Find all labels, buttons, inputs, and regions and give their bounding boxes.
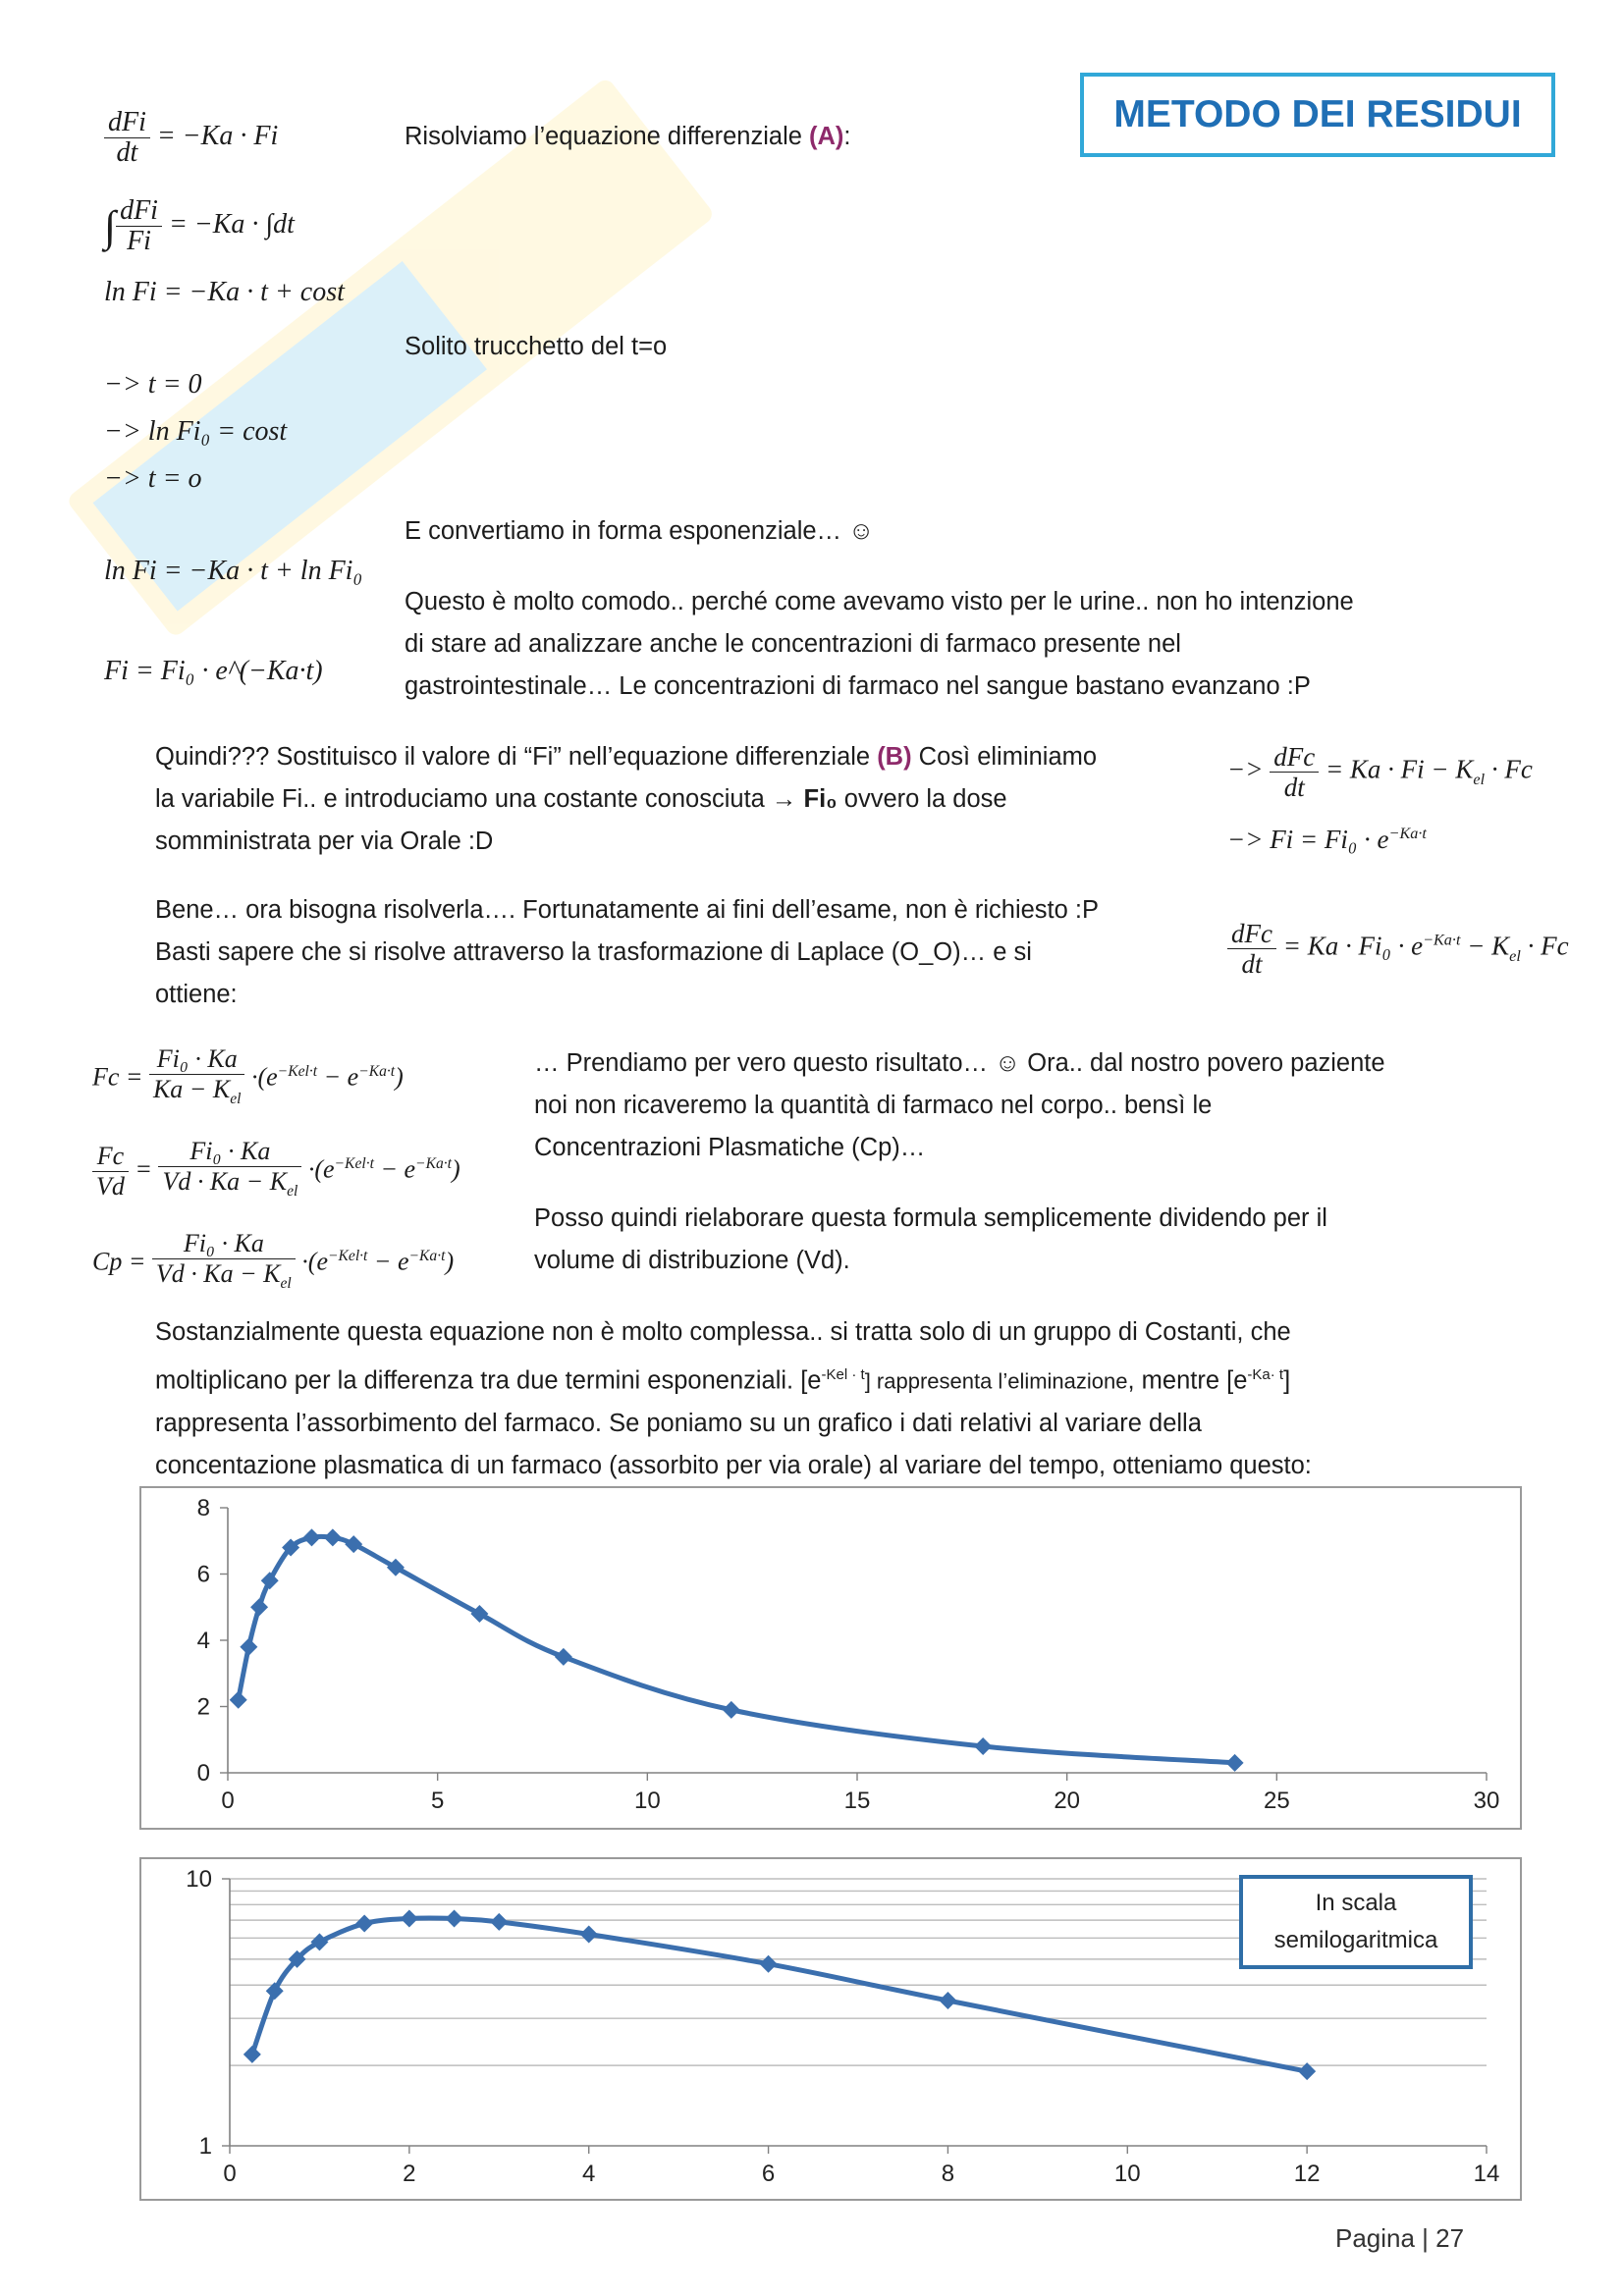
data-point	[939, 1992, 956, 2009]
data-point	[230, 1691, 247, 1709]
x-tick-label: 5	[430, 1788, 445, 1814]
equation-dfc-dt: −> $\frac{\text{dFc}}{dt}$ = $Ka \cdot Fi - K_{el} \cdot Fc$	[1227, 742, 1533, 802]
data-point	[302, 1528, 320, 1546]
data-point	[243, 2046, 261, 2063]
equation-cp: Cp = $\frac{\text{Fi₀ · Ka}}{Vd \cdot Ka - K_{el}}$ $\cdot(e^{-Kel\cdot t} - e^{-Ka\cdot t})$	[92, 1229, 455, 1293]
data-point	[555, 1648, 572, 1666]
data-point	[261, 1572, 279, 1589]
x-tick-label: 8	[941, 2161, 955, 2187]
data-point	[1226, 1754, 1244, 1772]
data-point	[240, 1638, 257, 1656]
x-tick-label: 12	[1293, 2161, 1321, 2187]
equation-integral: ∫ $\frac{\text{dFi}}{Fi}$ = −Ka · ∫dt	[104, 195, 295, 256]
y-tick-label: 1	[198, 2133, 212, 2160]
y-tick-label: 10	[186, 1866, 212, 1893]
paragraph-prendiamo: … Prendiamo per vero questo risultato… ☺ Ora.. dal nostro povero paziente noi non ricaveremo la quantità di farmaco nel corpo.. bensì le Concentrazioni Plasmatiche (Cp)…	[534, 1049, 1385, 1161]
data-point	[446, 1909, 463, 1927]
integral-symbol: ∫	[104, 202, 117, 250]
x-tick-label: 10	[1113, 2161, 1141, 2187]
data-point	[723, 1701, 740, 1719]
data-point	[324, 1528, 342, 1546]
chart-semilog-frame	[139, 1857, 1522, 2201]
x-tick-label: 0	[223, 2161, 237, 2187]
page-title: METODO DEI RESIDUI	[1080, 73, 1555, 157]
y-tick-label: 6	[196, 1561, 210, 1588]
paragraph-comodo: Questo è molto comodo.. perché come avevamo visto per le urine.. non ho intenzione di stare ad analizzare anche le concentrazioni di farmaco presente nel gastrointestinale… Le concentrazioni di farmaco nel sangue bastano evanzano :P	[405, 588, 1354, 700]
x-tick-label: 30	[1473, 1788, 1500, 1814]
chart-linear	[141, 1488, 1520, 1828]
x-tick-label: 14	[1473, 2161, 1500, 2187]
data-point	[345, 1535, 362, 1553]
data-point	[401, 1909, 418, 1927]
y-tick-label: 0	[196, 1760, 210, 1787]
x-tick-label: 10	[633, 1788, 661, 1814]
y-tick-label: 4	[196, 1628, 210, 1654]
page-number: Pagina | 27	[1335, 2223, 1465, 2253]
paragraph-exponential: E convertiamo in forma esponenziale… ☺	[405, 517, 875, 545]
series-line	[239, 1536, 1235, 1763]
x-tick-label: 25	[1263, 1788, 1290, 1814]
data-point	[355, 1915, 373, 1933]
paragraph-solve-a: Risolviamo l’equazione differenziale (A):	[405, 123, 851, 150]
equation-fc-over-vd: $\frac{Fc}{Vd}$ = $\frac{\text{Fi₀ · Ka}}{Vd \cdot Ka - K_{el}}$ $\cdot(e^{-Kel\cdot t} - e^{-Ka\cdot t})$	[92, 1137, 460, 1206]
step-t-zero: −> t = 0	[104, 369, 202, 400]
equation-fc-solution: Fc = $\frac{\text{Fi₀ · Ka}}{Ka - K_{el}}$ $\cdot(e^{-Kel\cdot t} - e^{-Ka\cdot t})$	[92, 1044, 404, 1108]
paragraph-sostanzialmente: Sostanzialmente questa equazione non è molto complessa.. si tratta solo di un gruppo di Costanti, che moltiplicano per la differenza tra due termini esponenziali. $[e^{-Kel \cdot t}]$ rappresenta l’eliminazione, mentre $[e^{-Ka\cdot t}]$ rappresenta l’assorbimento del farmaco. Se poniamo su un grafico i dati relativi al variare della concentazione plasmatica di un farmaco (assorbito per via orale) al variare del tempo, otteniamo questo:	[155, 1318, 1312, 1479]
step-ln-fi0: −> ln Fi₀ = cost	[104, 416, 288, 447]
x-tick-label: 4	[582, 2161, 596, 2187]
data-point	[490, 1913, 508, 1931]
chart-linear-frame	[139, 1486, 1522, 1830]
paragraph-bene: Bene… ora bisogna risolverla…. Fortunatamente ai fini dell’esame, non è richiesto :P Basti sapere che si risolve attraverso la trasformazione di Laplace (O_O)… e si ottiene:	[155, 896, 1099, 1008]
x-tick-label: 6	[761, 2161, 776, 2187]
data-point	[580, 1925, 598, 1943]
series-line	[252, 1918, 1307, 2071]
equation-ln-fi-final: ln Fi = −Ka · t + ln Fi₀	[104, 556, 363, 586]
x-tick-label: 2	[403, 2161, 416, 2187]
equation-dfi-dt: $\frac{\text{dFi}}{dt}$ = −Ka · Fi	[104, 108, 278, 168]
equation-fi-substitution: −> $Fi = Fi_0 \cdot e^{-Ka\cdot t}$	[1227, 825, 1427, 854]
x-tick-label: 20	[1054, 1788, 1081, 1814]
data-point	[974, 1737, 992, 1755]
chart-annotation-semilog: In scala semilogaritmica	[1239, 1875, 1473, 1969]
x-tick-label: 0	[221, 1788, 235, 1814]
step-t-o: −> t = o	[104, 463, 202, 494]
x-tick-label: 15	[843, 1788, 871, 1814]
data-point	[250, 1598, 268, 1616]
paragraph-trick: Solito trucchetto del t=o	[405, 333, 668, 360]
equation-ln-fi: ln Fi = −Ka · t + cost	[104, 277, 345, 307]
equation-fi-exponential: Fi = Fi₀ · e^(−Ka·t)	[104, 656, 323, 686]
y-tick-label: 2	[196, 1693, 210, 1721]
y-tick-label: 8	[196, 1495, 210, 1522]
paragraph-rielaborare: Posso quindi rielaborare questa formula semplicemente dividendo per il volume di distribuzione (Vd).	[534, 1204, 1327, 1274]
paragraph-quindi: Quindi??? Sostituisco il valore di “Fi” nell’equazione differenziale (B) Così eliminiamo la variabile Fi.. e introduciamo una costante conosciuta → Fi₀ ovvero la dose somministrata per via Orale :D	[155, 743, 1098, 855]
equation-dfc-expanded: $\frac{\text{dFc}}{dt}$ = $Ka \cdot Fi_0 \cdot e^{-Ka\cdot t} - K_{el} \cdot Fc$	[1227, 919, 1569, 979]
data-point	[760, 1955, 778, 1973]
